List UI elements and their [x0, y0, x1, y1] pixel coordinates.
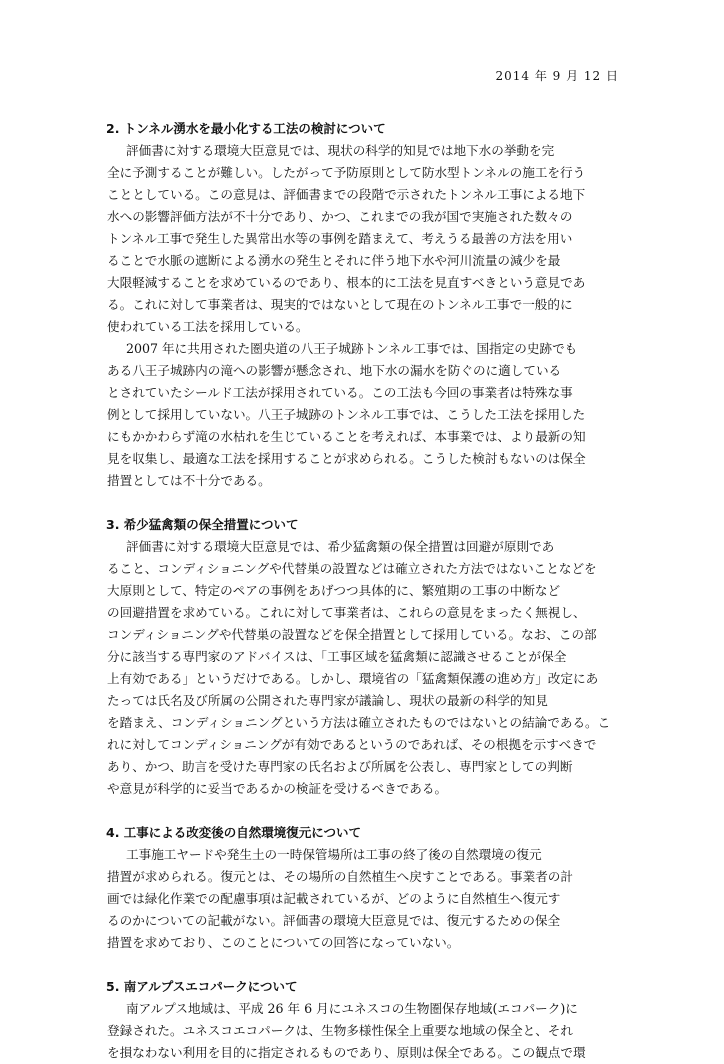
- paragraph-line: る。これに対して事業者は、現実的ではないとして現在のトンネル工事で一般的に: [107, 297, 573, 312]
- paragraph-line: ある八王子城跡内の滝への影響が懸念され、地下水の漏水を防ぐのに適している: [107, 363, 562, 378]
- section-spacer: [107, 800, 622, 822]
- paragraph-line: 分に該当する専門家のアドバイスは、「工事区域を猛禽類に認識させることが保全: [107, 649, 567, 664]
- section-body: [107, 844, 622, 954]
- section-heading: 2. トンネル湧水を最小化する工法の検討について: [106, 121, 386, 136]
- paragraph-line: ること、コンディショニングや代替巣の設置などは確立された方法ではないことなどを: [107, 561, 597, 576]
- section-spacer: [107, 954, 622, 976]
- paragraph-line: あり、かつ、助言を受けた専門家の氏名および所属を公表し、専門家としての判断: [107, 759, 573, 774]
- paragraph-line: 登録された。ユネスコエコパークは、生物多様性保全上重要な地域の保全と、それ: [107, 1023, 573, 1038]
- paragraph-line: 評価書に対する環境大臣意見では、希少猛禽類の保全措置は回避が原則であ: [126, 539, 555, 554]
- paragraph-line: 措置としては不十分である。: [107, 473, 271, 488]
- paragraph-line: 全に予測することが難しい。したがって予防原則として防水型トンネルの施工を行う: [107, 165, 586, 180]
- paragraph-line: を損なわない利用を目的に指定されるものであり、原則は保全である。この観点で環: [107, 1045, 586, 1060]
- paragraph-line: 措置が求められる。復元とは、その場所の自然植生へ戻すことである。事業者の計: [107, 869, 573, 884]
- paragraph-line: を踏まえ、コンディショニングという方法は確立されたものではないとの結論である。こ: [107, 715, 611, 730]
- paragraph-line: 見を収集し、最適な工法を採用することが求められる。こうした検討もないのは保全: [107, 451, 586, 466]
- paragraph-line: 工事施工ヤードや発生土の一時保管場所は工事の終了後の自然環境の復元: [126, 847, 542, 862]
- section-heading: 4. 工事による改変後の自然環境復元について: [106, 825, 362, 840]
- paragraph-line: コンディショニングや代替巣の設置などを保全措置として採用している。なお、この部: [107, 627, 597, 642]
- section-3: [107, 514, 622, 800]
- paragraph-line: 水への影響評価方法が不十分であり、かつ、これまでの我が国で実施された数々の: [107, 209, 573, 224]
- section-2: [107, 118, 622, 492]
- section-heading: 3. 希少猛禽類の保全措置について: [106, 517, 299, 532]
- document-body: [107, 118, 622, 1064]
- paragraph-line: 2007 年に共用された圏央道の八王子城跡トンネル工事では、国指定の史跡でも: [126, 341, 578, 356]
- paragraph-line: 南アルプス地域は、平成 26 年 6 月にユネスコの生物圏保存地域(エコパーク)に: [126, 1001, 578, 1016]
- section-spacer: [107, 492, 622, 514]
- paragraph-line: こととしている。この意見は、評価書までの段階で示されたトンネル工事による地下: [107, 187, 586, 202]
- document-date: 2014 年 9 月 12 日: [495, 69, 619, 83]
- paragraph-line: とされていたシールド工法が採用されている。この工法も今回の事業者は特殊な事: [107, 385, 573, 400]
- paragraph-line: 画では緑化作業での配慮事項は記載されているが、どのように自然植生へ復元す: [107, 891, 561, 906]
- section-heading: 5. 南アルプスエコパークについて: [106, 979, 298, 994]
- paragraph-line: 上有効である」というだけである。しかし、環境省の「猛禽類保護の進め方」改定にあ: [107, 671, 599, 686]
- section-4: [107, 822, 622, 954]
- paragraph-line: るのかについての記載がない。評価書の環境大臣意見では、復元するための保全: [107, 913, 561, 928]
- paragraph-line: トンネル工事で発生した異常出水等の事例を踏まえて、考えうる最善の方法を用い: [107, 231, 573, 246]
- section-5: [107, 976, 622, 1064]
- paragraph-line: の回避措置を求めている。これに対して事業者は、これらの意見をまったく無視し、: [107, 605, 586, 620]
- paragraph-line: たっては氏名及び所属の公開された専門家が議論し、現状の最新の科学的知見: [107, 693, 548, 708]
- paragraph-line: 使われている工法を採用している。: [107, 319, 309, 334]
- paragraph-line: ることで水脈の遮断による湧水の発生とそれに伴う地下水や河川流量の減少を最: [107, 253, 561, 268]
- paragraph-line: れに対してコンディショニングが有効であるというのであれば、その根拠を示すべきで: [107, 737, 597, 752]
- section-body: [107, 536, 622, 800]
- section-body: [107, 140, 622, 492]
- paragraph-line: にもかかわらず滝の水枯れを生じていることを考えれば、本事業では、より最新の知: [107, 429, 586, 444]
- paragraph-line: 大原則として、特定のペアの事例をあげつつ具体的に、繁殖期の工事の中断など: [107, 583, 561, 598]
- paragraph-line: 大限軽減することを求めているのであり、根本的に工法を見直すべきという意見であ: [107, 275, 586, 290]
- paragraph-line: 措置を求めており、このことについての回答になっていない。: [107, 935, 460, 950]
- section-body: [107, 998, 622, 1064]
- paragraph-line: 評価書に対する環境大臣意見では、現状の科学的知見では地下水の挙動を完: [126, 143, 555, 158]
- paragraph-line: 例として採用していない。八王子城跡のトンネル工事では、こうした工法を採用した: [107, 407, 586, 422]
- paragraph-line: や意見が科学的に妥当であるかの検証を受けるべきである。: [107, 781, 448, 796]
